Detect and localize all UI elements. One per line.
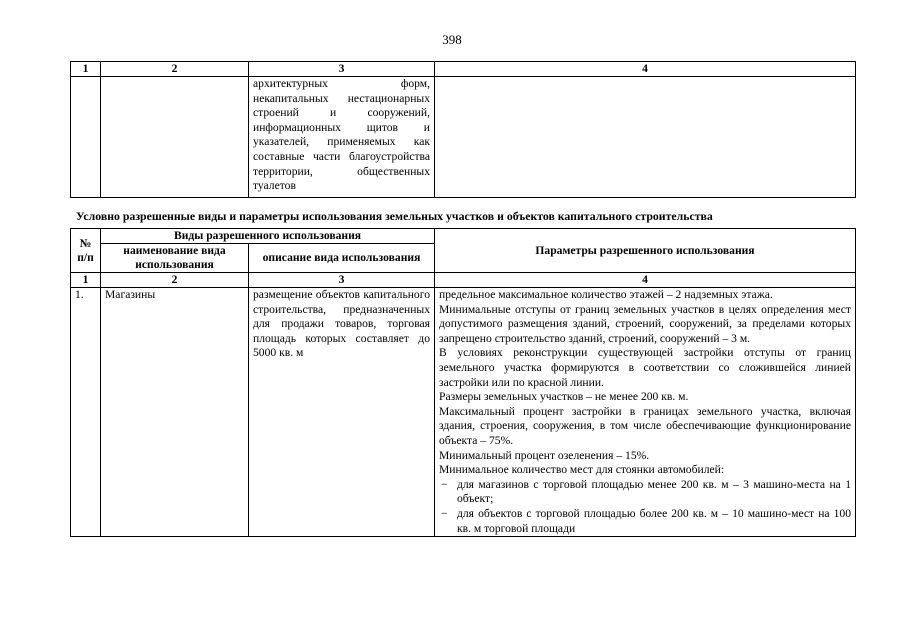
header-num: № п/п	[71, 229, 101, 273]
param-line: Минимальные отступы от границ земельных участков в целях определения мест допустимого размещения зданий, строений, сооружений, за пределами которых запрещено строительство зданий, строений, сооружений – 3 м.	[439, 302, 851, 345]
col-number: 1	[71, 273, 101, 288]
cell-num: 1.	[71, 288, 101, 537]
table-row	[71, 77, 856, 198]
param-line: Минимальное количество мест для стоянки автомобилей:	[439, 463, 725, 477]
col-number: 2	[101, 62, 249, 77]
list-item: − для объектов с торговой площадью более 200 кв. м – 10 машино-мест на 100 кв. м торговой площади	[439, 507, 851, 536]
conditional-use-table	[70, 228, 856, 537]
cell-description: размещение объектов капитального строительства, предназначенных для продажи товаров, торговая площадь которых составляет до 5000 кв. м	[249, 288, 435, 537]
page-number: 398	[442, 32, 462, 47]
column-number-row	[71, 62, 856, 77]
col-number: 3	[249, 62, 435, 77]
header-name: наименование вида использования	[101, 244, 249, 273]
col-number: 1	[71, 62, 101, 77]
param-line: В условиях реконструкции существующей застройки отступы от границ земельного участка формируются в соответствии со сложившейся линией застройки или по красной линии.	[439, 346, 851, 389]
continuation-table	[70, 61, 856, 198]
cell-params	[435, 77, 856, 198]
column-number-row	[71, 273, 856, 288]
table-row	[71, 288, 856, 537]
header-row	[71, 229, 856, 244]
col-number: 2	[101, 273, 249, 288]
list-item: − для магазинов с торговой площадью менее 200 кв. м – 3 машино-места на 1 объект;	[439, 478, 851, 507]
parking-list	[439, 478, 851, 536]
param-line: Размеры земельных участков – не менее 200 кв. м.	[439, 390, 689, 404]
param-line: Максимальный процент застройки в границах земельного участка, включая здания, строения, сооружения, в том числе обеспечивающие функционирование объекта – 75%.	[439, 404, 851, 447]
col-number: 4	[435, 62, 856, 77]
section-title: Условно разрешенные виды и параметры использования земельных участков и объектов капитального строительства	[76, 209, 713, 223]
cell-description: архитектурных форм, некапитальных нестационарных строений и сооружений, информационных щитов и указателей, применяемых как составные части благоустройства территории, общественных туалетов	[249, 77, 435, 198]
cell-num	[71, 77, 101, 198]
col-number: 3	[249, 273, 435, 288]
param-line: предельное максимальное количество этажей – 2 надземных этажа.	[439, 288, 773, 301]
cell-params	[435, 288, 856, 537]
param-line: Минимальный процент озеленения – 15%.	[439, 448, 650, 462]
header-group: Виды разрешенного использования	[101, 229, 435, 244]
cell-name: Магазины	[101, 288, 249, 537]
cell-name	[101, 77, 249, 198]
header-params: Параметры разрешенного использования	[435, 229, 856, 273]
header-desc: описание вида использования	[249, 244, 435, 273]
col-number: 4	[435, 273, 856, 288]
